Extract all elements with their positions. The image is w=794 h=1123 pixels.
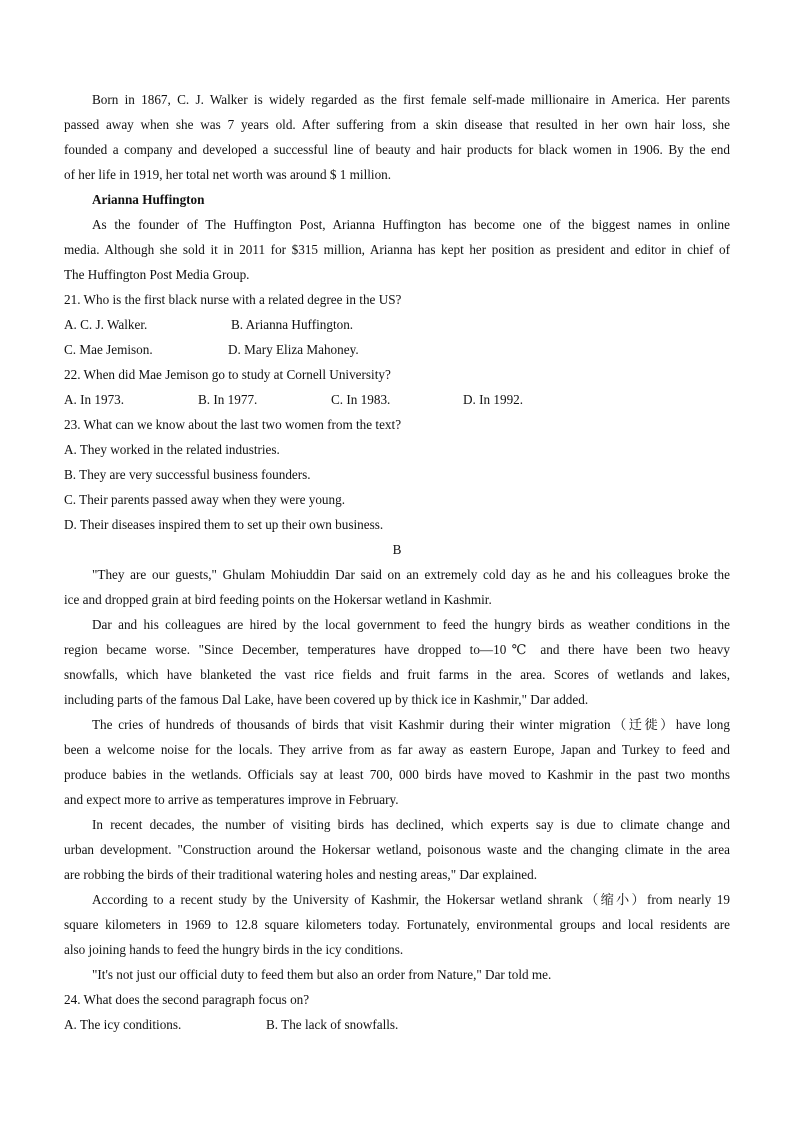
- option-b: B. In 1977.: [198, 392, 258, 407]
- text-line: ice and dropped grain at bird feeding points on the Hokersar wetland in Kashmir.: [64, 592, 492, 607]
- text-line: "It's not just our official duty to feed them but also an order from Nature," Dar told me.: [92, 967, 552, 982]
- question-stem: 21. Who is the first black nurse with a related degree in the US?: [64, 292, 402, 307]
- option-a: A. In 1973.: [64, 392, 125, 407]
- exam-page: [64, 87, 730, 1037]
- text-line: square kilometers in 1969 to 12.8 square kilometers today. Fortunately, environmental groups and local residents are: [64, 917, 730, 932]
- text-line: and expect more to arrive as temperatures improve in February.: [64, 792, 399, 807]
- question-stem: 23. What can we know about the last two women from the text?: [64, 417, 402, 432]
- text-line: urban development. "Construction around the Hokersar wetland, poisonous waste and the changing climate in the area: [64, 842, 730, 857]
- options-row: [64, 312, 730, 337]
- text-line: been a welcome noise for the locals. They arrive from as far away as eastern Europe, Japan and Turkey to feed and: [64, 742, 730, 757]
- option-b: B. Arianna Huffington.: [231, 317, 354, 332]
- option-a: A. C. J. Walker.: [64, 317, 148, 332]
- option-c: C. In 1983.: [331, 392, 391, 407]
- question-stem: 24. What does the second paragraph focus on?: [64, 992, 310, 1007]
- options-row: [64, 387, 730, 412]
- text-line: According to a recent study by the University of Kashmir, the Hokersar wetland shrank（缩小）from nearly 19: [92, 892, 730, 907]
- text-line: As the founder of The Huffington Post, Arianna Huffington has become one of the biggest names in online: [92, 217, 730, 232]
- paragraph-3: [64, 712, 730, 812]
- option-c: C. Their parents passed away when they were young.: [64, 492, 346, 507]
- paragraph-4: [64, 812, 730, 887]
- option-d: D. Mary Eliza Mahoney.: [228, 342, 359, 357]
- huffington-paragraph: [64, 212, 730, 287]
- paragraph-2: [64, 612, 730, 712]
- paragraph-1: [64, 562, 730, 612]
- option-a: A. They worked in the related industries.: [64, 442, 280, 457]
- option-d: D. In 1992.: [463, 392, 524, 407]
- option-b: B. The lack of snowfalls.: [266, 1017, 399, 1032]
- option-a: A. The icy conditions.: [64, 1017, 182, 1032]
- options-row: [64, 337, 730, 362]
- text-line: region became worse. "Since December, temperatures have dropped to—10℃ and there have been two heavy: [64, 642, 730, 657]
- text-line: media. Although she sold it in 2011 for $315 million, Arianna has kept her position as president and editor in chief of: [64, 242, 730, 257]
- text-line: The Huffington Post Media Group.: [64, 267, 250, 282]
- section-label: B: [392, 542, 402, 557]
- section-heading: Arianna Huffington: [92, 192, 205, 207]
- text-line: "They are our guests," Ghulam Mohiuddin Dar said on an extremely cold day as he and his colleagues broke the: [92, 567, 730, 582]
- text-line: Born in 1867, C. J. Walker is widely regarded as the first female self-made millionaire in America. Her parents: [92, 92, 730, 107]
- text-line: are robbing the birds of their traditional watering holes and nesting areas," Dar explained.: [64, 867, 538, 882]
- options-row: [64, 1012, 730, 1037]
- text-line: Dar and his colleagues are hired by the local government to feed the hungry birds as weather conditions in the: [92, 617, 730, 632]
- paragraph-6: [64, 962, 730, 987]
- paragraph-5: [64, 887, 730, 962]
- walker-paragraph: [64, 87, 730, 187]
- text-line: The cries of hundreds of thousands of birds that visit Kashmir during their winter migration（迁徙）have long: [92, 717, 730, 732]
- text-line: of her life in 1919, her total net worth was around $ 1 million.: [64, 167, 392, 182]
- option-d: D. Their diseases inspired them to set up their own business.: [64, 517, 384, 532]
- text-line: produce babies in the wetlands. Officials say at least 700, 000 birds have moved to Kashmir in the past two months: [64, 767, 730, 782]
- text-line: passed away when she was 7 years old. After suffering from a skin disease that resulted in her own hair loss, she: [64, 117, 730, 132]
- text-line: founded a company and developed a successful line of beauty and hair products for black women in 1906. By the end: [64, 142, 730, 157]
- text-line: snowfalls, which have blanketed the vast rice fields and fruit farms in the area. Scores of wetlands and lakes,: [64, 667, 730, 682]
- option-c: C. Mae Jemison.: [64, 342, 153, 357]
- option-b: B. They are very successful business founders.: [64, 467, 311, 482]
- text-line: including parts of the famous Dal Lake, have been covered up by thick ice in Kashmir," Dar added.: [64, 692, 589, 707]
- text-line: In recent decades, the number of visiting birds has declined, which experts say is due to climate change and: [92, 817, 730, 832]
- question-stem: 22. When did Mae Jemison go to study at Cornell University?: [64, 367, 391, 382]
- text-line: also joining hands to feed the hungry birds in the icy conditions.: [64, 942, 404, 957]
